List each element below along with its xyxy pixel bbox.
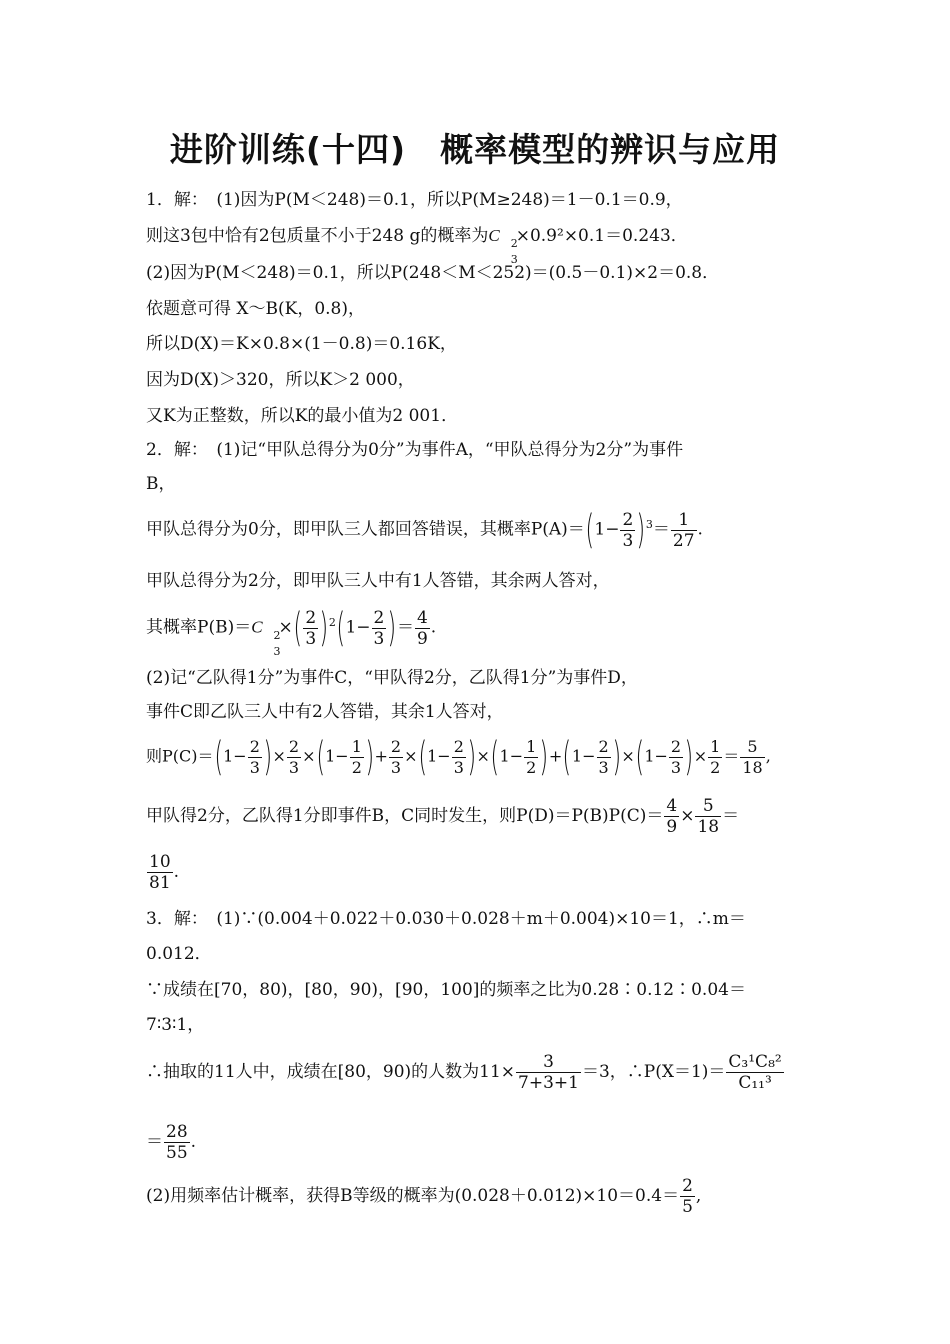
text-line: 事件C即乙队三人中有2人答错，其余1人答对， — [146, 702, 504, 722]
title-main: 进阶训练(十四) — [169, 130, 407, 169]
fraction: $\frac{2}{3}$ — [622, 509, 634, 551]
text-line: ∵成绩在[70，80)，[80，90)，[90，100]的频率之比为0.28∶0.12∶0.04＝ — [146, 980, 746, 1000]
text-line: 7∶3∶1， — [146, 1015, 205, 1035]
text-line: 又K为正整数，所以K的最小值为2 001． — [146, 406, 459, 426]
text-segment: 则这3包中恰有2包质量不小于248 g的概率为 — [146, 226, 489, 246]
text-segment: 甲队总得分为0分，即甲队三人都回答错误，其概率P(A)＝ — [146, 519, 585, 540]
text-segment: ×0.9²×0.1＝0.243． — [515, 226, 688, 246]
formula-line: (2)用频率估计概率，获得B等级的概率为(0.028＋0.012)×10＝0.4＝ $\frac{2}{5}$ , — [146, 1176, 702, 1217]
text-segment: ∴抽取的11人中，成绩在[80，90)的人数为11× — [146, 1062, 516, 1082]
formula-line: 甲队总得分为0分，即甲队三人都回答错误，其概率P(A)＝(1− $\frac{2}{3}$ )$^3$＝ $\frac{1}{27}$ . — [146, 507, 703, 553]
fraction: $\frac{1}{27}$ — [672, 509, 695, 551]
formula-line: 则P(C)＝(1− $\frac{2}{3}$ )× $\frac{2}{3}$ ×(1− $\frac{1}{2}$ )+ $\frac{2}{3}$ ×(1− $\frac{2}{3}$ )×(1− $\frac{1}{2}$ )+(1− $\frac{2}{3}$ )×(1− $\frac{2}{3}$ )× $\frac{1}{2}$ ＝ $\frac{5}{18}$ , — [146, 734, 771, 780]
formula-line: $\frac{10}{81}$ . — [149, 852, 180, 893]
text-segment: 则P(C)＝ — [146, 746, 214, 766]
formula-line: 其概率P(B)＝C 2 3 ×( $\frac{2}{3}$ )$^2$(1− $\frac{2}{3}$ )＝ $\frac{4}{9}$ . — [146, 605, 437, 658]
text-line: 3．解： (1)∵(0.004＋0.022＋0.030＋0.028＋m＋0.004)×10＝1，∴m＝ — [146, 909, 746, 929]
text-line: 2．解： (1)记“甲队总得分为0分”为事件A，“甲队总得分为2分”为事件 — [146, 440, 684, 460]
title-sub: 概率模型的辨识与应用 — [440, 130, 781, 169]
text-segment: 甲队得2分，乙队得1分即事件B，C同时发生，则P(D)＝P(B)P(C)＝ — [146, 806, 664, 826]
text-line: 1．解： (1)因为P(M＜248)＝0.1，所以P(M≥248)＝1－0.1＝0.9， — [146, 190, 683, 210]
fraction: $\frac{2}{3}$ — [373, 607, 385, 649]
text-line: 因为D(X)＞320，所以K＞2 000， — [146, 370, 415, 390]
text-line: 依题意可得 X～B(K，0.8)， — [146, 299, 365, 319]
text-segment: (2)用频率估计概率，获得B等级的概率为(0.028＋0.012)×10＝0.4＝ — [146, 1186, 680, 1206]
fraction: $\frac{4}{9}$ — [416, 607, 428, 649]
formula-line: ∴抽取的11人中，成绩在[80，90)的人数为11× $\frac{3}{7+3+1}$ ＝3，∴P(X＝1)＝ $\frac{\text{C₃¹C₈²}}{\text{C₁₁³}}$ — [146, 1052, 782, 1093]
page-title — [0, 124, 950, 171]
text-line: B， — [146, 474, 176, 494]
text-segment: ＝3，∴P(X＝1)＝ — [581, 1062, 726, 1082]
text-line: 则这3包中恰有2包质量不小于248 g的概率为C 2 3 ×0.9²×0.1＝0.243． — [146, 226, 688, 266]
formula-line: ＝ $\frac{28}{55}$ . — [146, 1122, 197, 1163]
text-line: 所以D(X)＝K×0.8×(1－0.8)＝0.16K， — [146, 334, 457, 354]
formula-line: 甲队得2分，乙队得1分即事件B，C同时发生，则P(D)＝P(B)P(C)＝ $\frac{4}{9}$ × $\frac{5}{18}$ ＝ — [146, 796, 740, 837]
text-line: (2)记“乙队得1分”为事件C，“甲队得2分，乙队得1分”为事件D， — [146, 668, 638, 688]
text-line: 甲队总得分为2分，即甲队三人中有1人答错，其余两人答对， — [146, 571, 610, 591]
text-segment: 其概率P(B)＝ — [146, 617, 252, 638]
combination-symbol: C — [488, 226, 500, 245]
text-line: 0.012． — [146, 944, 212, 964]
fraction: $\frac{2}{3}$ — [305, 607, 317, 649]
text-line: (2)因为P(M＜248)＝0.1，所以P(248＜M＜252)＝(0.5－0.1)×2＝0.8． — [146, 263, 720, 283]
